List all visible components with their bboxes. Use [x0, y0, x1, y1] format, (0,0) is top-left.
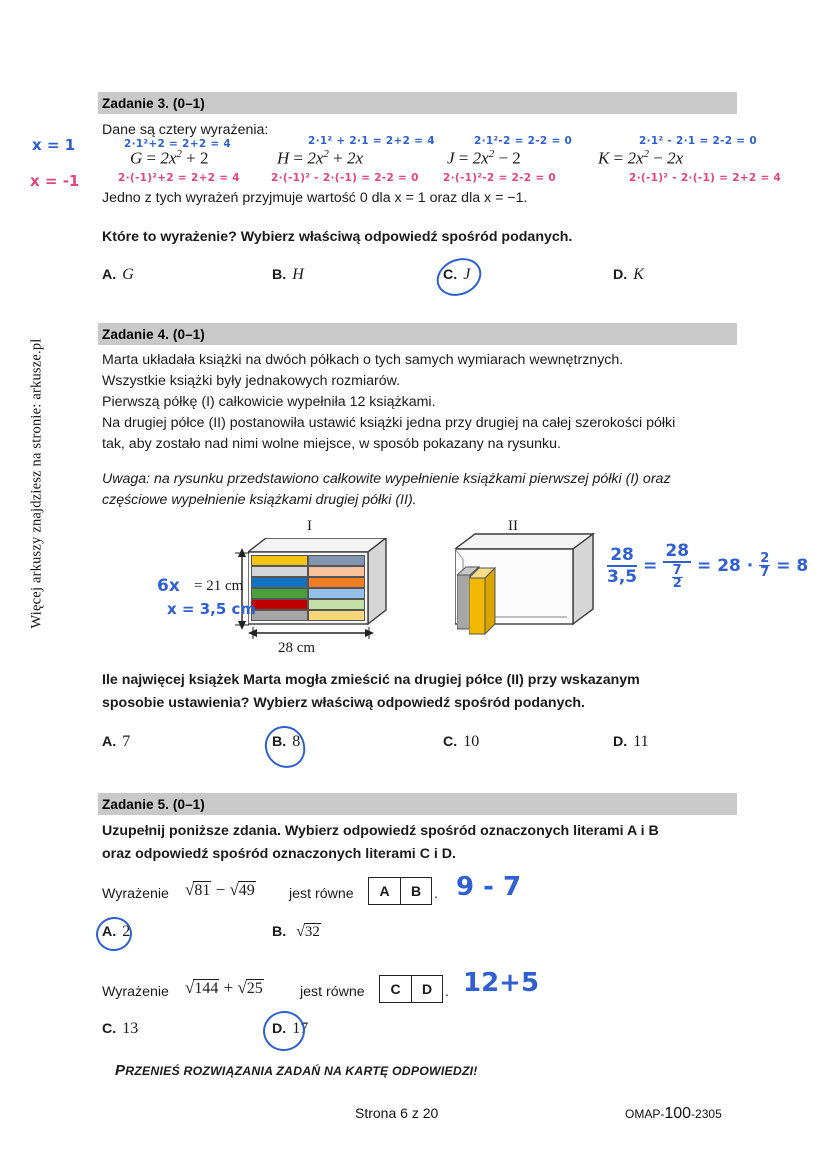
book-r1: [308, 555, 365, 566]
task4-option-b-letter: B.: [272, 734, 287, 750]
sqrt-49: 49: [238, 882, 255, 899]
shelf-2-label: II: [508, 518, 518, 534]
annotation-x-value: x = 3,5 cm: [167, 600, 257, 618]
calc-eq-1: =: [643, 555, 658, 576]
task4-line-5: tak, aby zostało nad nimi wolne miejsce, w sposób pokazany na rysunku.: [102, 436, 561, 452]
task5-sentence1-mid: jest równe: [289, 886, 354, 902]
selection-circle-task4: [263, 724, 307, 770]
task5-option-b-value: 32: [304, 924, 320, 940]
book-l2: [251, 566, 308, 577]
task4-option-d-value: 11: [633, 733, 649, 750]
calc-eq-2: = 28 ·: [697, 555, 754, 576]
annotation-6x: 6x: [157, 576, 180, 596]
sqrt-144: 144: [194, 980, 219, 997]
answer-box-a[interactable]: A: [379, 883, 390, 899]
book-r3: [308, 577, 365, 588]
task3-option-d[interactable]: [613, 266, 644, 284]
book-r6: [308, 610, 365, 621]
task3-option-b-letter: B.: [272, 267, 287, 283]
task5-sentence1-op: −: [215, 880, 226, 899]
footer-sheet-code: [625, 1105, 722, 1123]
task3-statement-text: Jedno z tych wyrażeń przyjmuje wartość 0 dla x = 1 oraz dla x = −1.: [102, 190, 528, 206]
annotation-j-pink: 2·(-1)²-2 = 2-2 = 0: [443, 172, 557, 184]
calc-den-1: 3,5: [607, 566, 638, 587]
task3-expression-k: $K = 2x^2 - 2x$: [598, 148, 684, 168]
sqrt-25: 25: [246, 980, 263, 997]
book-r5: [308, 599, 365, 610]
task3-option-b[interactable]: [272, 266, 304, 284]
answer-box-ab[interactable]: [368, 877, 432, 905]
task3-expression-j: $J = 2x^2 - 2$: [447, 148, 521, 168]
task3-intro: Dane są cztery wyrażenia:: [102, 122, 269, 138]
answer-box-cd[interactable]: [379, 975, 443, 1003]
task4-line-1: Marta układała książki na dwóch półkach o tych samych wymiarach wewnętrznych.: [102, 352, 624, 368]
annotation-j-blue: 2·1²-2 = 2-2 = 0: [474, 135, 573, 147]
annotation-x-equals-1: x = 1: [32, 136, 76, 154]
annotation-g-pink: 2·(-1)²+2 = 2+2 = 4: [118, 172, 240, 184]
task4-line-3: Pierwszą półkę (I) całkowicie wypełniła 12 książkami.: [102, 394, 436, 410]
calc-den2-bot: 2: [672, 576, 682, 591]
task3-header: Zadanie 3. (0–1): [98, 92, 737, 114]
answer-box-b[interactable]: B: [400, 878, 431, 904]
shelf-1-label: I: [307, 518, 312, 534]
task4-note-line-1: Uwaga: na rysunku przedstawiono całkowite wypełnienie książkami pierwszej półki (I) oraz: [102, 471, 671, 487]
annotation-k-pink: 2·(-1)² - 2·(-1) = 2+2 = 4: [629, 172, 782, 184]
annotation-g-blue: 2·1²+2 = 2+2 = 4: [124, 138, 232, 150]
book-l3: [251, 577, 308, 588]
task5-option-c-value: 13: [122, 1020, 139, 1037]
task5-instruction-line-2: oraz odpowiedź spośród oznaczonych literami C i D.: [102, 846, 456, 862]
task3-option-d-letter: D.: [613, 267, 628, 283]
side-watermark: Więcej arkuszy znajdziesz na stronie: arkusze.pl: [28, 338, 45, 629]
task5-sentence2-prefix: Wyrażenie: [102, 984, 169, 1000]
task4-option-b-value: 8: [292, 733, 301, 750]
task3-option-a-letter: A.: [102, 267, 117, 283]
book-r2: [308, 566, 365, 577]
selection-circle-task5-ab: [93, 914, 134, 954]
task4-option-a-value: 7: [122, 733, 131, 750]
task5-sentence1-period: .: [434, 886, 438, 902]
task3-option-b-value: H: [292, 266, 304, 283]
task5-option-b-letter: B.: [272, 924, 287, 940]
footer-code-mid: 100: [664, 1105, 692, 1122]
task4-question-line-1: Ile najwięcej książek Marta mogła zmieścić na drugiej półce (II) przy wskazanym: [102, 672, 640, 688]
annotation-x-equals-minus1: x = -1: [30, 172, 80, 190]
task5-header: Zadanie 5. (0–1): [98, 793, 737, 815]
task3-option-a[interactable]: [102, 266, 134, 284]
task3-expression-h: $H = 2x^2 + 2x$: [277, 148, 364, 168]
task4-option-c[interactable]: [443, 733, 479, 751]
task4-header: Zadanie 4. (0–1): [98, 323, 737, 345]
shelf-2-figure: [455, 533, 595, 638]
calc-num-1: 28: [607, 545, 637, 567]
task4-option-c-value: 10: [463, 733, 480, 750]
task5-option-a-value: 2: [122, 923, 131, 940]
transfer-note: PRZENIEŚ ROZWIĄZANIA ZADAŃ NA KARTĘ ODPOWIEDZI!: [115, 1062, 478, 1079]
task4-option-d[interactable]: [613, 733, 649, 751]
task5-option-c-letter: C.: [102, 1021, 117, 1037]
task4-note-line-2: częściowe wypełnienie książkami drugiej półki (II).: [102, 492, 417, 508]
annotation-12-plus-5: 12+5: [463, 968, 540, 998]
calc-frac3-bot: 7: [760, 565, 770, 580]
annotation-k-blue: 2·1² - 2·1 = 2-2 = 0: [639, 135, 757, 147]
task5-instruction-line-1: Uzupełnij poniższe zdania. Wybierz odpowiedź spośród oznaczonych literami A i B: [102, 823, 659, 839]
task5-sentence2-mid: jest równe: [300, 984, 365, 1000]
task3-option-d-value: K: [633, 266, 644, 283]
task4-option-d-letter: D.: [613, 734, 628, 750]
task4-line-4: Na drugiej półce (II) postanowiła ustawić książki jedna przy drugiej na całej szerokości półki: [102, 415, 676, 431]
annotation-h-pink: 2·(-1)² - 2·(-1) = 2-2 = 0: [271, 172, 419, 184]
task5-option-c[interactable]: [102, 1020, 138, 1038]
task5-option-a-letter: A.: [102, 924, 117, 940]
footer-code-suffix: -2305: [691, 1107, 722, 1121]
task4-option-a[interactable]: [102, 733, 130, 751]
footer-page-number: Strona 6 z 20: [355, 1105, 439, 1121]
calc-den2-top: 7: [672, 563, 682, 578]
annotation-calculation: [607, 541, 808, 590]
task4-line-2: Wszystkie książki były jednakowych rozmiarów.: [102, 373, 401, 389]
calc-num-2: 28: [665, 541, 690, 561]
calc-result: = 8: [776, 555, 809, 576]
book-l1: [251, 555, 308, 566]
calc-frac3-top: 2: [760, 551, 770, 566]
answer-box-d[interactable]: D: [411, 976, 442, 1002]
book-l4: [251, 588, 308, 599]
transfer-note-text: RZENIEŚ ROZWIĄZANIA ZADAŃ NA KARTĘ ODPOWIEDZI!: [125, 1064, 478, 1078]
book-r4: [308, 588, 365, 599]
task4-option-c-letter: C.: [443, 734, 458, 750]
book-l5: [251, 599, 308, 610]
task5-option-b[interactable]: B. √32: [272, 923, 320, 940]
shelf-1-height-label: = 21 cm: [194, 578, 244, 594]
task3-option-c-letter: C.: [443, 267, 458, 283]
task5-sentence2-expression: √144 + √25: [185, 978, 263, 997]
sqrt-81: 81: [194, 882, 211, 899]
shelf-1-width-dimension: [248, 626, 374, 640]
task3-option-a-value: G: [122, 266, 134, 283]
task4-question-line-2: sposobie ustawienia? Wybierz właściwą odpowiedź spośród podanych.: [102, 695, 585, 711]
book-l6: [251, 610, 308, 621]
task4-option-a-letter: A.: [102, 734, 117, 750]
selection-circle-task3: [431, 251, 487, 302]
task5-option-d-letter: D.: [272, 1021, 287, 1037]
answer-box-c[interactable]: C: [390, 981, 401, 997]
task5-sentence1-expression: √81 − √49: [185, 880, 255, 899]
annotation-h-blue: 2·1² + 2·1 = 2+2 = 4: [308, 135, 435, 147]
task5-option-d-value: 17: [292, 1020, 309, 1037]
selection-circle-task5-cd: [260, 1008, 307, 1053]
task3-question: Które to wyrażenie? Wybierz właściwą odpowiedź spośród podanych.: [102, 229, 573, 245]
task3-expression-g: $G = 2x^2 + 2$: [130, 148, 209, 168]
task5-sentence2-op: +: [223, 978, 234, 997]
task5-sentence2-period: .: [445, 984, 449, 1000]
task3-statement: [102, 188, 527, 208]
shelf-1-width-label: 28 cm: [278, 640, 316, 656]
annotation-9-minus-7: 9 - 7: [456, 872, 522, 902]
task3-option-c-value: J: [463, 266, 471, 283]
task5-sentence1-prefix: Wyrażenie: [102, 886, 169, 902]
footer-code-prefix: OMAP-: [625, 1107, 665, 1121]
shelf-1-figure: [248, 538, 388, 638]
